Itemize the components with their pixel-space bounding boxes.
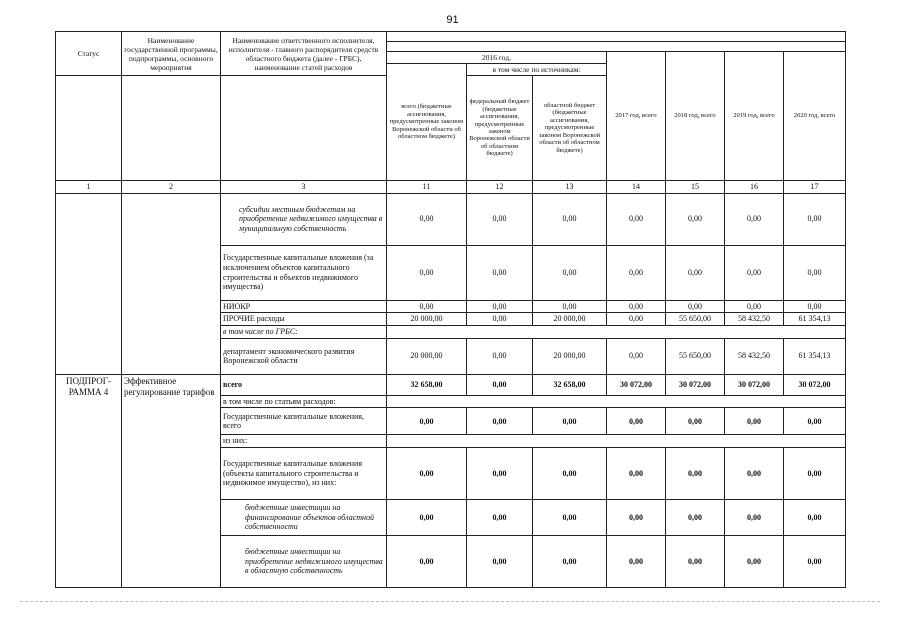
header-year-2016: 2016 год, <box>387 52 607 64</box>
col-num: 2 <box>122 181 221 194</box>
value-cell: 30 072,00 <box>666 374 725 395</box>
value-cell: 0,00 <box>533 447 607 499</box>
value-cell: 0,00 <box>607 245 666 300</box>
header-federal: федеральный бюджет (бюджетные ассигнования, предусмотренные законом Воронежской области об областном бюджете) <box>467 76 533 181</box>
value-cell: 0,00 <box>533 499 607 535</box>
value-cell: 0,00 <box>725 300 784 313</box>
value-cell: 0,00 <box>725 499 784 535</box>
value-cell: 0,00 <box>467 193 533 245</box>
row-name: субсидии местным бюджетам на приобретение недвижимого имущества в муниципальную собственность <box>221 193 387 245</box>
row-name: ПРОЧИЕ расходы <box>221 313 387 326</box>
col-num: 14 <box>607 181 666 194</box>
value-cell: 0,00 <box>666 193 725 245</box>
value-cell: 0,00 <box>467 499 533 535</box>
header-executor-name: Наименование ответственного исполнителя, исполнителя - главного распорядителя средств областного бюджета (далее - ГРБС), наименование статей расходов <box>221 32 387 76</box>
budget-table <box>55 31 846 588</box>
col-num: 17 <box>784 181 846 194</box>
header-blank-row-2 <box>387 42 846 52</box>
value-cell: 0,00 <box>467 535 533 587</box>
value-cell: 0,00 <box>467 245 533 300</box>
row-name: департамент экономического развития Воронежской области <box>221 338 387 374</box>
value-cell: 0,00 <box>467 313 533 326</box>
value-cell: 0,00 <box>784 300 846 313</box>
header-2017: 2017 год, всего <box>607 52 666 181</box>
subprogram-status: ПОДПРОГ-РАММА 4 <box>56 374 122 587</box>
table-row <box>56 193 846 245</box>
value-cell: 61 354,13 <box>784 313 846 326</box>
header-status: Статус <box>56 32 122 76</box>
value-cell: 0,00 <box>387 499 467 535</box>
value-cell: 0,00 <box>387 193 467 245</box>
row-name: Государственные капитальные вложения (объекты капитального строительства и недвижимое имущество), из них: <box>221 447 387 499</box>
empty-values <box>387 326 846 339</box>
row-name: из них: <box>221 435 387 448</box>
row-name: Государственные капитальные вложения (за исключением объектов капитального строительства и объектов недвижимого имущества) <box>221 245 387 300</box>
value-cell: 0,00 <box>467 374 533 395</box>
col-num: 16 <box>725 181 784 194</box>
value-cell: 58 432,50 <box>725 338 784 374</box>
value-cell: 0,00 <box>387 535 467 587</box>
value-cell: 0,00 <box>725 193 784 245</box>
value-cell: 0,00 <box>533 408 607 435</box>
value-cell: 0,00 <box>666 499 725 535</box>
row-name: в том числе по ГРБС: <box>221 326 387 339</box>
header-blank-row <box>387 32 846 42</box>
header-2020: 2020 год, всего <box>784 52 846 181</box>
value-cell: 0,00 <box>666 245 725 300</box>
value-cell: 30 072,00 <box>784 374 846 395</box>
value-cell: 0,00 <box>387 300 467 313</box>
value-cell: 0,00 <box>784 535 846 587</box>
value-cell: 0,00 <box>784 499 846 535</box>
value-cell: 30 072,00 <box>725 374 784 395</box>
value-cell: 0,00 <box>607 338 666 374</box>
value-cell: 0,00 <box>607 499 666 535</box>
value-cell: 0,00 <box>725 245 784 300</box>
subprogram-title: Эффективное регулирование тарифов <box>122 374 221 587</box>
header-2018: 2018 год, всего <box>666 52 725 181</box>
empty-values <box>387 395 846 408</box>
col-num: 12 <box>467 181 533 194</box>
row-name: всего <box>221 374 387 395</box>
row-name: в том числе по статьям расходов: <box>221 395 387 408</box>
row-name: бюджетные инвестиции на приобретение недвижимого имущества в областную собственность <box>221 535 387 587</box>
value-cell: 0,00 <box>533 300 607 313</box>
value-cell: 0,00 <box>784 193 846 245</box>
value-cell: 0,00 <box>607 408 666 435</box>
col-num: 11 <box>387 181 467 194</box>
value-cell: 55 650,00 <box>666 338 725 374</box>
header-program-cont <box>122 76 221 181</box>
page-number: 91 <box>446 14 459 26</box>
value-cell: 0,00 <box>725 447 784 499</box>
header-status-cont <box>56 76 122 181</box>
value-cell: 0,00 <box>725 408 784 435</box>
value-cell: 0,00 <box>607 447 666 499</box>
value-cell: 0,00 <box>607 535 666 587</box>
value-cell: 32 658,00 <box>387 374 467 395</box>
value-cell: 58 432,50 <box>725 313 784 326</box>
value-cell: 0,00 <box>666 408 725 435</box>
value-cell: 0,00 <box>467 408 533 435</box>
row-name: Государственные капитальные вложения, всего <box>221 408 387 435</box>
value-cell: 0,00 <box>607 300 666 313</box>
value-cell: 0,00 <box>533 535 607 587</box>
value-cell: 0,00 <box>666 300 725 313</box>
value-cell: 0,00 <box>784 408 846 435</box>
value-cell: 0,00 <box>467 447 533 499</box>
value-cell: 61 354,13 <box>784 338 846 374</box>
header-executor-cont <box>221 76 387 181</box>
value-cell: 0,00 <box>725 535 784 587</box>
col-num: 1 <box>56 181 122 194</box>
value-cell: 0,00 <box>607 193 666 245</box>
value-cell: 0,00 <box>387 447 467 499</box>
table-row <box>56 374 846 395</box>
value-cell: 0,00 <box>467 300 533 313</box>
value-cell: 0,00 <box>387 408 467 435</box>
row-name: бюджетные инвестиции на финансирование объектов областной собственности <box>221 499 387 535</box>
status-cell <box>56 193 122 374</box>
value-cell: 32 658,00 <box>533 374 607 395</box>
value-cell: 0,00 <box>533 193 607 245</box>
col-num: 15 <box>666 181 725 194</box>
scan-cut-line <box>20 601 880 604</box>
value-cell: 0,00 <box>784 245 846 300</box>
header-program-name: Наименование государственной программы, подпрограммы, основного мероприятия <box>122 32 221 76</box>
value-cell: 0,00 <box>784 447 846 499</box>
value-cell: 20 000,00 <box>533 338 607 374</box>
empty-values <box>387 435 846 448</box>
header-2019: 2019 год, всего <box>725 52 784 181</box>
value-cell: 0,00 <box>533 245 607 300</box>
column-numbers-row <box>56 181 846 194</box>
value-cell: 0,00 <box>607 313 666 326</box>
value-cell: 20 000,00 <box>387 313 467 326</box>
value-cell: 0,00 <box>387 245 467 300</box>
value-cell: 30 072,00 <box>607 374 666 395</box>
header-regional: областной бюджет (бюджетные ассигнования, предусмотренные законом Воронежской области об областном бюджете) <box>533 76 607 181</box>
value-cell: 20 000,00 <box>533 313 607 326</box>
header-sources: в том числе по источникам: <box>467 64 607 76</box>
col-num: 13 <box>533 181 607 194</box>
value-cell: 20 000,00 <box>387 338 467 374</box>
value-cell: 0,00 <box>467 338 533 374</box>
value-cell: 55 650,00 <box>666 313 725 326</box>
page-cut-area <box>0 600 905 640</box>
value-cell: 0,00 <box>666 535 725 587</box>
value-cell: 0,00 <box>666 447 725 499</box>
col-num: 3 <box>221 181 387 194</box>
row-name: НИОКР <box>221 300 387 313</box>
program-cell <box>122 193 221 374</box>
header-total-2016: всего (бюджетные ассигнования, предусмотренные законом Воронежской области об областном бюджете) <box>387 64 467 181</box>
